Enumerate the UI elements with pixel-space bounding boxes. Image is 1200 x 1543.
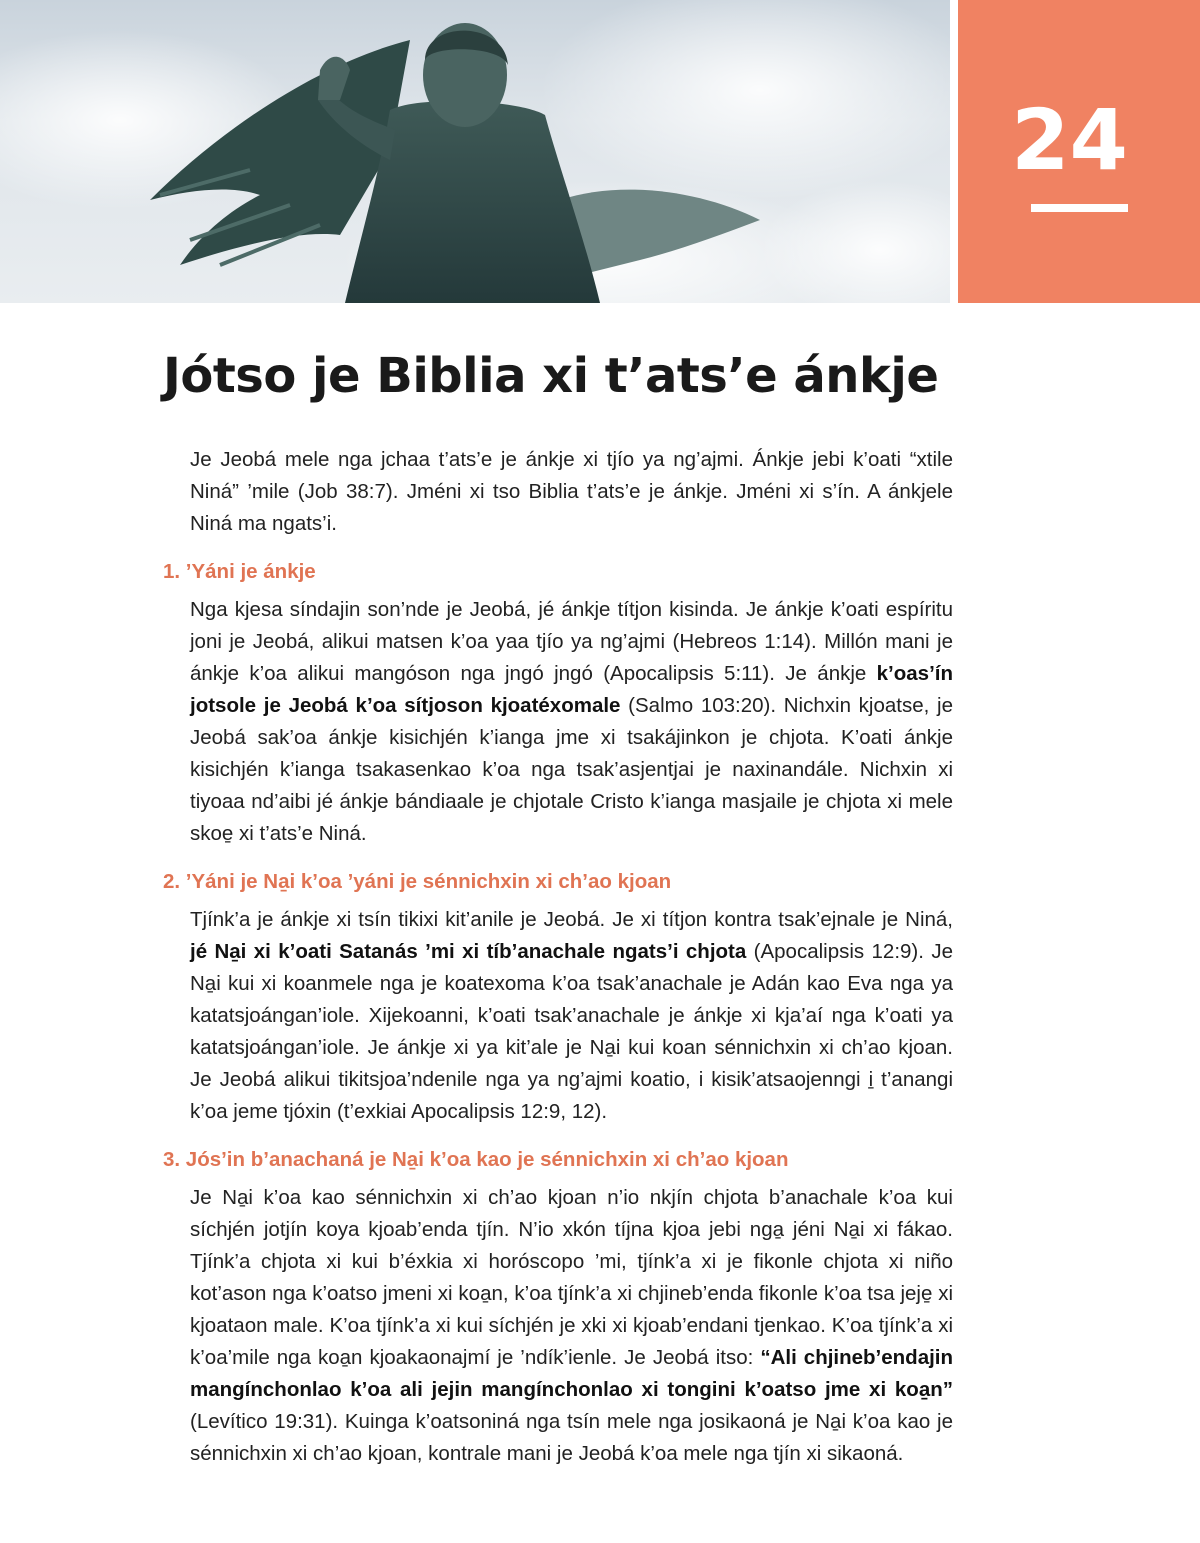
intro-paragraph: Je Jeobá mele nga jchaa t’ats’e je ánkje xi tjío ya ng’ajmi. Ánkje jebi k’oati “xtile Niná” ’mile (Job 38:7). Jméni xi tso Biblia t’ats’e je ánkje. Jméni xi s’ín. A ánkjele Niná ma ngats’i. bbox=[190, 448, 953, 535]
section-heading-3: 3. Jós’in b’anachaná je Na̱i k’oa kao je sénnichxin xi ch’ao kjoan bbox=[163, 1148, 789, 1171]
emphasis-text: k’oas’ín jotsole je Jeobá k’oa sítjoson kjoatéxomale bbox=[190, 662, 953, 717]
emphasis-text: jé Na̱i xi k’oati Satanás ’mi xi tíb’anachale ngats’i chjota bbox=[190, 940, 747, 963]
angel-statue-image bbox=[0, 0, 950, 303]
section-paragraph-2: Tjínk’a je ánkje xi tsín tikixi kit’anile je Jeobá. Je xi títjon kontra tsak’ejnale je Niná, jé Na̱i xi k’oati Satanás ’mi xi tíb’anachale ngats’i chjota (Apocalipsis 12:9). Je Na̱i kui xi koanmele nga je koatexoma k’oa tsak’anachale je Adán kao Eva nga ya katatsjoángan’iole. Xijekoanni, k’oati tsak’anachale je ánkje xi kja’aí nga k’oati ya katatsjoángan’iole. Je ánkje xi ya kit’ale je Na̱i kui koan sénnichxin xi ch’ao kjoan. Je Jeobá alikui tikitsjoa’ndenile nga ya ng’ajmi koatio, i kisik’atsaojenngi i̱ t’anangi k’oa jeme tjóxin (t’exkiai Apocalipsis 12:9, 12). bbox=[190, 908, 953, 1123]
chapter-underline bbox=[1031, 204, 1128, 212]
section-heading-1: 1. ’Yáni je ánkje bbox=[163, 560, 316, 583]
chapter-badge bbox=[958, 0, 1200, 303]
main-content bbox=[163, 444, 953, 1470]
section-paragraph-1: Nga kjesa síndajin son’nde je Jeobá, jé ánkje títjon kisinda. Je ánkje k’oati espíritu joni je Jeobá, alikui matsen k’oa yaa tjío ya ng’ajmi (Hebreos 1:14). Millón mani je ánkje k’oa alikui mangóson nga jngó jngó (Apocalipsis 5:11). Je ánkje k’oas’ín jotsole je Jeobá k’oa sítjoson kjoatéxomale (Salmo 103:20). Nichxin kjoatse, je Jeobá sak’oa ánkje kisichjén k’ianga jme xi tsakájinkon je chjota. K’oati ánkje kisichjén k’ianga tsakasenkao k’oa nga tsak’asjentjai je naxinandále. Nichxin xi tiyoaa nd’aibi jé ánkje bándiaale je chjotale Cristo k’ianga masjaile je chjota xi mele skoe̱ xi t’ats’e Niná. bbox=[190, 598, 953, 845]
chapter-number: 24 bbox=[1011, 91, 1128, 189]
section-paragraph-3: Je Na̱i k’oa kao sénnichxin xi ch’ao kjoan n’io nkjín chjota b’anachale k’oa kui síchjén jotjín koya kjoab’enda tjín. N’io xkón tíjna kjoa jebi nga̱ jéni Na̱i xi fákao. Tjínk’a chjota xi kui b’éxkia xi horóscopo ’mi, tjínk’a xi je fikonle chjota xi niño kot’ason nga k’oatso jmeni xi koa̱n, k’oa tjínk’a xi chjineb’enda fikonle k’oa tsa jeje̱ xi kjoataon male. K’oa tjínk’a xi kui síchjén je xki xi kjoab’endani tjenkao. K’oa tjínk’a xi k’oa’mile nga koa̱n kjoakaonajmí je ’ndík’ienle. Je Jeobá itso: “Ali chjineb’endajin mangínchonlao k’oa ali jejin mangínchonlao xi tongini k’oatso jme xi koa̱n” (Levítico 19:31). Kuinga k’oatsoniná nga tsín mele nga josikaoná je Na̱i k’oa kao je sénnichxin xi ch’ao kjoan, kontrale mani je Jeobá k’oa mele nga tjín xi sikaoná. bbox=[190, 1186, 954, 1465]
section-heading-2: 2. ’Yáni je Na̱i k’oa ’yáni je sénnichxin xi ch’ao kjoan bbox=[163, 870, 672, 893]
hero-image bbox=[0, 0, 950, 303]
page-title: Jótso je Biblia xi t’ats’e ánkje bbox=[163, 348, 939, 404]
emphasis-text: “Ali chjineb’endajin mangínchonlao k’oa ali jejin mangínchonlao xi tongini k’oatso jme xi koa̱n” bbox=[190, 1346, 954, 1401]
